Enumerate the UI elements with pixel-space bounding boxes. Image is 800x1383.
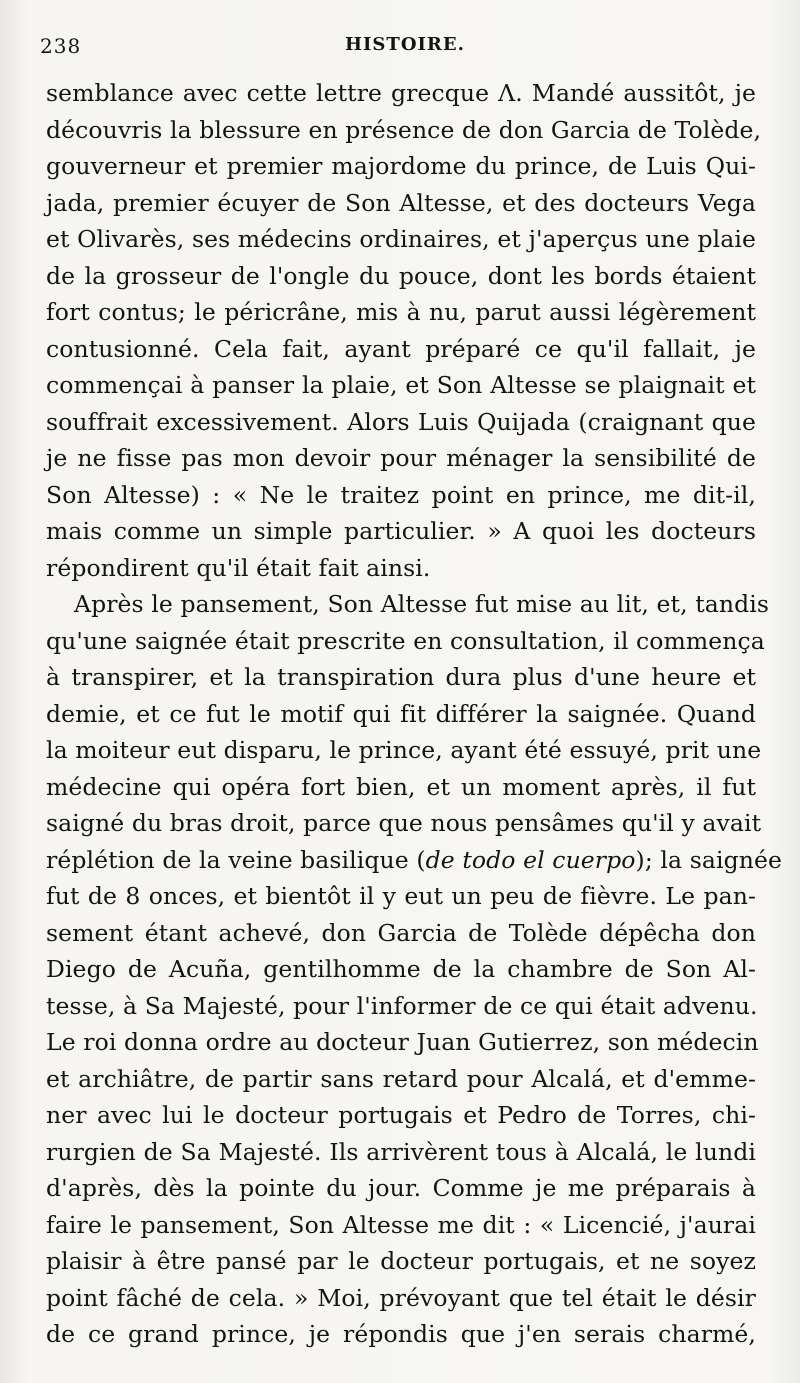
text-line: Diego de Acuña, gentilhomme de la chambre de Son Al-	[46, 955, 756, 983]
text-line: la moiteur eut disparu, le prince, ayant été essuyé, prit une	[46, 736, 762, 764]
text-line: jada, premier écuyer de Son Altesse, et des docteurs Vega	[46, 188, 756, 217]
text-line: qu'une saignée était prescrite en consultation, il commença	[46, 626, 765, 655]
text-line: sement étant achevé, don Garcia de Tolède dépêcha don	[46, 918, 756, 947]
text-line: saigné du bras droit, parce que nous pensâmes qu'il y avait	[46, 809, 762, 837]
text-line: Son Altesse) : « Ne le traitez point en prince, me dit-il,	[46, 480, 756, 509]
text-line: semblance avec cette lettre grecque Λ. Mandé aussitôt, je	[46, 79, 756, 107]
paragraph-end-line: répondirent qu'il était fait ainsi.	[46, 553, 431, 582]
body-text	[46, 75, 782, 1353]
text-line: médecine qui opéra fort bien, et un moment après, il fut	[46, 772, 756, 801]
paragraph-start-line: Après le pansement, Son Altesse fut mise au lit, et, tandis	[74, 590, 770, 618]
text-line: faire le pansement, Son Altesse me dit : « Licencié, j'aurai	[46, 1210, 756, 1239]
text-line: découvris la blessure en présence de don Garcia de Tolède,	[46, 115, 762, 144]
text-line: fort contus; le péricrâne, mis à nu, parut aussi légèrement	[46, 298, 756, 326]
text-line: plaisir à être pansé par le docteur portugais, et ne soyez	[46, 1247, 756, 1275]
text-line: mais comme un simple particulier. » A quoi les docteurs	[46, 517, 756, 545]
text-line: contusionné. Cela fait, ayant préparé ce qu'il fallait, je	[46, 334, 756, 363]
text-line: d'après, dès la pointe du jour. Comme je me préparais à	[46, 1174, 756, 1202]
text-line: de ce grand prince, je répondis que j'en serais charmé,	[46, 1320, 756, 1348]
text-segment: réplétion de la veine basilique (	[46, 845, 426, 874]
text-line: à transpirer, et la transpiration dura plus d'une heure et	[46, 663, 756, 691]
text-line: rurgien de Sa Majesté. Ils arrivèrent tous à Alcalá, le lundi	[46, 1137, 756, 1166]
text-line: point fâché de cela. » Moi, prévoyant que tel était le désir	[46, 1283, 756, 1312]
text-line: de la grosseur de l'ongle du pouce, dont les bords étaient	[46, 261, 756, 290]
text-line: commençai à panser la plaie, et Son Altesse se plaignait et	[46, 371, 756, 399]
text-line: demie, et ce fut le motif qui fit différer la saignée. Quand	[46, 699, 756, 728]
page-number: 238	[40, 34, 82, 58]
text-line: Le roi donna ordre au docteur Juan Gutierrez, son médecin	[46, 1028, 759, 1056]
text-line: et Olivarès, ses médecins ordinaires, et j'aperçus une plaie	[46, 225, 756, 253]
text-line: et archiâtre, de partir sans retard pour Alcalá, et d'emme-	[46, 1064, 756, 1093]
text-line: gouverneur et premier majordome du prince, de Luis Qui-	[46, 152, 756, 180]
text-line: je ne fisse pas mon devoir pour ménager la sensibilité de	[46, 444, 756, 472]
text-line: souffrait excessivement. Alors Luis Quijada (craignant que	[46, 407, 756, 436]
text-line: tesse, à Sa Majesté, pour l'informer de ce qui était advenu.	[46, 991, 758, 1020]
text-line-mixed	[46, 842, 782, 879]
text-line: ner avec lui le docteur portugais et Pedro de Torres, chi-	[46, 1101, 756, 1129]
text-line: fut de 8 onces, et bientôt il y eut un peu de fièvre. Le pan-	[46, 882, 756, 910]
text-segment: ); la saignée	[635, 845, 782, 874]
running-title: HISTOIRE.	[345, 34, 465, 55]
running-head	[40, 34, 760, 64]
italic-phrase: de todo el cuerpo	[425, 845, 636, 874]
